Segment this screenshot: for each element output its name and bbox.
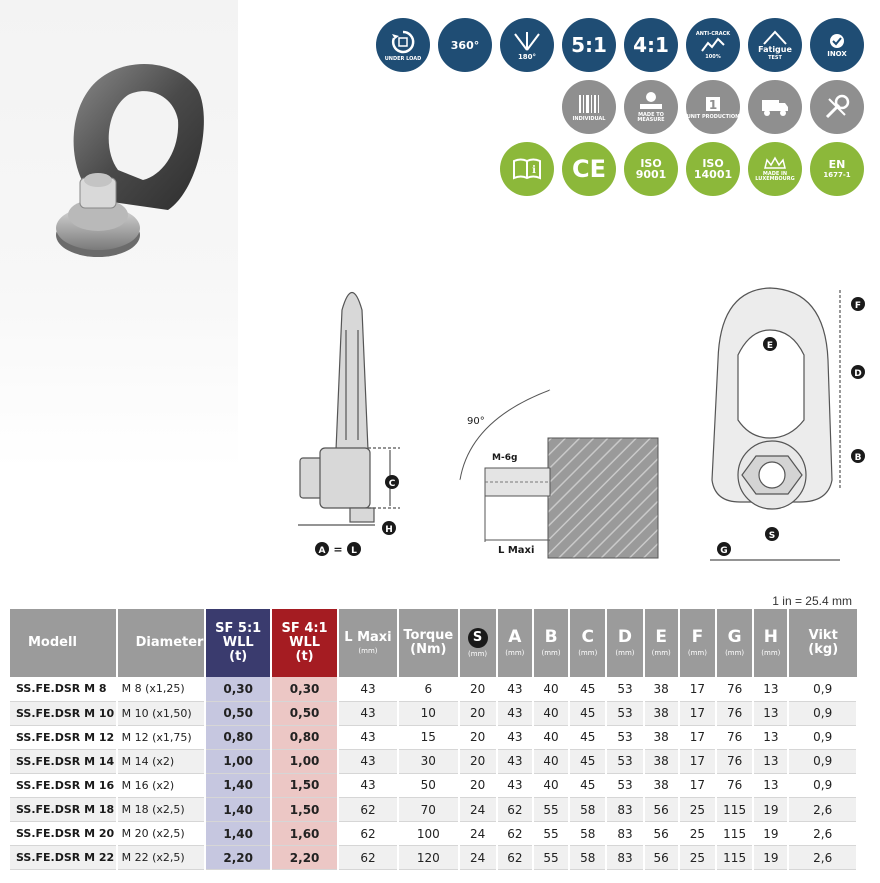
table-cell: 38 — [644, 749, 679, 773]
table-cell: 40 — [533, 773, 569, 797]
table-cell: 0,9 — [788, 773, 857, 797]
table-cell: 45 — [569, 773, 606, 797]
table-cell: 10 — [398, 701, 458, 725]
table-cell: 120 — [398, 846, 458, 870]
table-cell: 0,9 — [788, 677, 857, 701]
dim-d-label: D — [854, 369, 862, 379]
table-cell: 0,9 — [788, 749, 857, 773]
front-view — [710, 288, 840, 560]
table-cell: 83 — [606, 822, 643, 846]
table-cell: M 18 (x2,5) — [117, 797, 205, 821]
table-cell: 53 — [606, 701, 643, 725]
table-cell: 100 — [398, 822, 458, 846]
table-cell: 58 — [569, 846, 606, 870]
dim-e-label: E — [766, 341, 774, 351]
table-cell: SS.FE.DSR M 18 — [10, 797, 117, 821]
col-c: C (mm) — [569, 609, 606, 677]
safety-factor-5-icon: 5:1 — [562, 18, 616, 72]
table-cell: 25 — [679, 822, 716, 846]
spec-table — [10, 609, 858, 870]
l-maxi-label: L Maxi — [498, 545, 535, 556]
table-cell: 43 — [497, 677, 533, 701]
col-h: H (mm) — [753, 609, 788, 677]
table-cell: 17 — [679, 725, 716, 749]
table-cell: M 8 (x1,25) — [117, 677, 205, 701]
made-to-measure-icon: MADE TO MEASURE — [624, 80, 678, 134]
table-cell: 2,20 — [205, 846, 271, 870]
table-cell: 45 — [569, 701, 606, 725]
table-cell: 0,30 — [205, 677, 271, 701]
dim-c-label: C — [388, 479, 396, 489]
spec-table-header — [10, 609, 857, 677]
equation-equals: = — [333, 543, 343, 556]
table-cell: 83 — [606, 846, 643, 870]
table-cell: 1,00 — [271, 749, 337, 773]
individual-barcode-icon: INDIVIDUAL — [562, 80, 616, 134]
table-cell: 43 — [497, 749, 533, 773]
table-cell: 62 — [497, 822, 533, 846]
dim-f-label: F — [854, 301, 862, 311]
table-cell: 13 — [753, 701, 788, 725]
table-row — [10, 822, 857, 846]
table-cell: 13 — [753, 773, 788, 797]
table-cell: 20 — [459, 701, 497, 725]
table-cell: 62 — [497, 846, 533, 870]
table-cell: 43 — [338, 773, 398, 797]
dim-b-label: B — [854, 453, 862, 463]
table-cell: M 12 (x1,75) — [117, 725, 205, 749]
table-cell: 20 — [459, 773, 497, 797]
table-cell: 62 — [338, 797, 398, 821]
iso-14001-icon: ISO 14001 — [686, 142, 740, 196]
dim-h-label: H — [385, 525, 393, 535]
table-cell: 40 — [533, 677, 569, 701]
table-cell: 62 — [338, 846, 398, 870]
technical-drawing — [280, 270, 870, 570]
table-cell: 30 — [398, 749, 458, 773]
table-cell: 43 — [497, 725, 533, 749]
table-row — [10, 846, 857, 870]
table-cell: 76 — [716, 701, 753, 725]
table-cell: 58 — [569, 822, 606, 846]
table-cell: 0,80 — [205, 725, 271, 749]
table-row — [10, 701, 857, 725]
table-cell: 19 — [753, 797, 788, 821]
table-cell: 1,60 — [271, 822, 337, 846]
eyebolt-photo — [28, 50, 218, 270]
table-cell: 45 — [569, 725, 606, 749]
table-cell: 24 — [459, 846, 497, 870]
table-cell: 53 — [606, 773, 643, 797]
table-cell: 55 — [533, 797, 569, 821]
table-cell: 13 — [753, 749, 788, 773]
table-cell: SS.FE.DSR M 20 — [10, 822, 117, 846]
col-a: A (mm) — [497, 609, 533, 677]
table-cell: 0,9 — [788, 725, 857, 749]
svg-text:1: 1 — [708, 97, 718, 112]
table-cell: SS.FE.DSR M 8 — [10, 677, 117, 701]
col-model: Modell — [10, 609, 117, 677]
table-cell: 56 — [644, 846, 679, 870]
table-cell: 43 — [338, 701, 398, 725]
table-cell: 17 — [679, 701, 716, 725]
dim-g-label: G — [720, 546, 728, 556]
table-cell: 17 — [679, 677, 716, 701]
table-row — [10, 797, 857, 821]
table-cell: 1,40 — [205, 822, 271, 846]
ce-mark-icon: CE — [562, 142, 616, 196]
table-cell: 43 — [338, 725, 398, 749]
dim-l-label: L — [351, 546, 357, 556]
table-cell: 1,00 — [205, 749, 271, 773]
col-sf5: SF 5:1 WLL (t) — [205, 609, 271, 677]
made-in-luxembourg-icon: MADE IN LUXEMBOURG — [748, 142, 802, 196]
table-cell: 115 — [716, 822, 753, 846]
table-cell: 0,80 — [271, 725, 337, 749]
side-view — [298, 293, 400, 526]
col-e: E (mm) — [644, 609, 679, 677]
rotate-360-icon: 360° — [438, 18, 492, 72]
table-cell: 40 — [533, 749, 569, 773]
table-cell: 25 — [679, 846, 716, 870]
table-cell: 13 — [753, 677, 788, 701]
unit-production-icon: 1 UNIT PRODUCTION — [686, 80, 740, 134]
table-cell: M 22 (x2,5) — [117, 846, 205, 870]
table-cell: 13 — [753, 725, 788, 749]
table-cell: 62 — [338, 822, 398, 846]
col-lmax: L Maxi (mm) — [338, 609, 398, 677]
table-cell: M 16 (x2) — [117, 773, 205, 797]
product-photo-panel — [0, 0, 238, 470]
table-cell: 25 — [679, 797, 716, 821]
table-cell: 2,20 — [271, 846, 337, 870]
unit-conversion-note: 1 in = 25.4 mm — [772, 594, 852, 608]
table-cell: 1,40 — [205, 773, 271, 797]
table-cell: 19 — [753, 822, 788, 846]
table-cell: 15 — [398, 725, 458, 749]
table-cell: SS.FE.DSR M 10 — [10, 701, 117, 725]
table-cell: 53 — [606, 677, 643, 701]
table-cell: 1,40 — [205, 797, 271, 821]
block-view — [460, 390, 658, 558]
table-cell: 62 — [497, 797, 533, 821]
table-cell: SS.FE.DSR M 12 — [10, 725, 117, 749]
table-cell: 38 — [644, 773, 679, 797]
col-g: G (mm) — [716, 609, 753, 677]
table-cell: 40 — [533, 701, 569, 725]
delivery-truck-icon — [748, 80, 802, 134]
col-f: F (mm) — [679, 609, 716, 677]
table-cell: 55 — [533, 846, 569, 870]
table-cell: 2,6 — [788, 822, 857, 846]
table-cell: 20 — [459, 749, 497, 773]
tilt-180-icon: 180° — [500, 18, 554, 72]
table-cell: 43 — [497, 773, 533, 797]
table-cell: 20 — [459, 677, 497, 701]
col-d: D (mm) — [606, 609, 643, 677]
table-cell: 0,9 — [788, 701, 857, 725]
table-cell: 38 — [644, 701, 679, 725]
anti-crack-icon: ANTI-CRACK 100% — [686, 18, 740, 72]
table-cell: 43 — [338, 749, 398, 773]
table-cell: 2,6 — [788, 797, 857, 821]
table-cell: 53 — [606, 749, 643, 773]
table-cell: 38 — [644, 725, 679, 749]
table-cell: 1,50 — [271, 773, 337, 797]
col-s: S (mm) — [459, 609, 497, 677]
table-cell: 76 — [716, 725, 753, 749]
table-cell: 76 — [716, 773, 753, 797]
table-cell: M 14 (x2) — [117, 749, 205, 773]
spec-table-body — [10, 677, 857, 870]
table-cell: 56 — [644, 797, 679, 821]
table-row — [10, 677, 857, 701]
table-cell: 45 — [569, 677, 606, 701]
col-b: B (mm) — [533, 609, 569, 677]
thread-label: M-6g — [492, 453, 518, 463]
dim-s-label: S — [768, 531, 776, 541]
table-cell: 17 — [679, 749, 716, 773]
table-cell: M 10 (x1,50) — [117, 701, 205, 725]
table-cell: 115 — [716, 797, 753, 821]
table-row — [10, 725, 857, 749]
table-cell: 43 — [338, 677, 398, 701]
dim-a-label: A — [318, 546, 326, 556]
rotate-under-load-icon: UNDER LOAD — [376, 18, 430, 72]
table-cell: 0,50 — [205, 701, 271, 725]
table-cell: 24 — [459, 822, 497, 846]
col-torque: Torque (Nm) — [398, 609, 458, 677]
svg-text:i: i — [532, 165, 536, 176]
table-cell: 20 — [459, 725, 497, 749]
table-cell: 55 — [533, 822, 569, 846]
table-cell: 1,50 — [271, 797, 337, 821]
col-diameter: Diameter — [117, 609, 205, 677]
table-cell: 58 — [569, 797, 606, 821]
table-cell: 76 — [716, 677, 753, 701]
table-row — [10, 773, 857, 797]
table-cell: 40 — [533, 725, 569, 749]
manual-book-icon — [500, 142, 554, 196]
table-cell: 45 — [569, 749, 606, 773]
table-cell: SS.FE.DSR M 16 — [10, 773, 117, 797]
table-cell: 2,6 — [788, 846, 857, 870]
table-cell: 0,50 — [271, 701, 337, 725]
table-cell: 43 — [497, 701, 533, 725]
fatigue-test-icon: Fatigue TEST — [748, 18, 802, 72]
col-weight: Vikt (kg) — [788, 609, 857, 677]
table-row — [10, 749, 857, 773]
table-cell: 70 — [398, 797, 458, 821]
col-sf4: SF 4:1 WLL (t) — [271, 609, 337, 677]
table-cell: 19 — [753, 846, 788, 870]
table-cell: SS.FE.DSR M 14 — [10, 749, 117, 773]
table-cell: SS.FE.DSR M 22 — [10, 846, 117, 870]
table-cell: 50 — [398, 773, 458, 797]
table-cell: 115 — [716, 846, 753, 870]
table-cell: 17 — [679, 773, 716, 797]
table-cell: 6 — [398, 677, 458, 701]
inox-icon: INOX — [810, 18, 864, 72]
table-cell: 53 — [606, 725, 643, 749]
wrench-tools-icon — [810, 80, 864, 134]
table-cell: 0,30 — [271, 677, 337, 701]
iso-9001-icon: ISO 9001 — [624, 142, 678, 196]
safety-factor-4-icon: 4:1 — [624, 18, 678, 72]
en-1677-icon: EN 1677-1 — [810, 142, 864, 196]
table-cell: 24 — [459, 797, 497, 821]
table-cell: 76 — [716, 749, 753, 773]
table-cell: 83 — [606, 797, 643, 821]
angle-label: 90° — [467, 416, 485, 427]
table-cell: 38 — [644, 677, 679, 701]
table-cell: 56 — [644, 822, 679, 846]
table-cell: M 20 (x2,5) — [117, 822, 205, 846]
